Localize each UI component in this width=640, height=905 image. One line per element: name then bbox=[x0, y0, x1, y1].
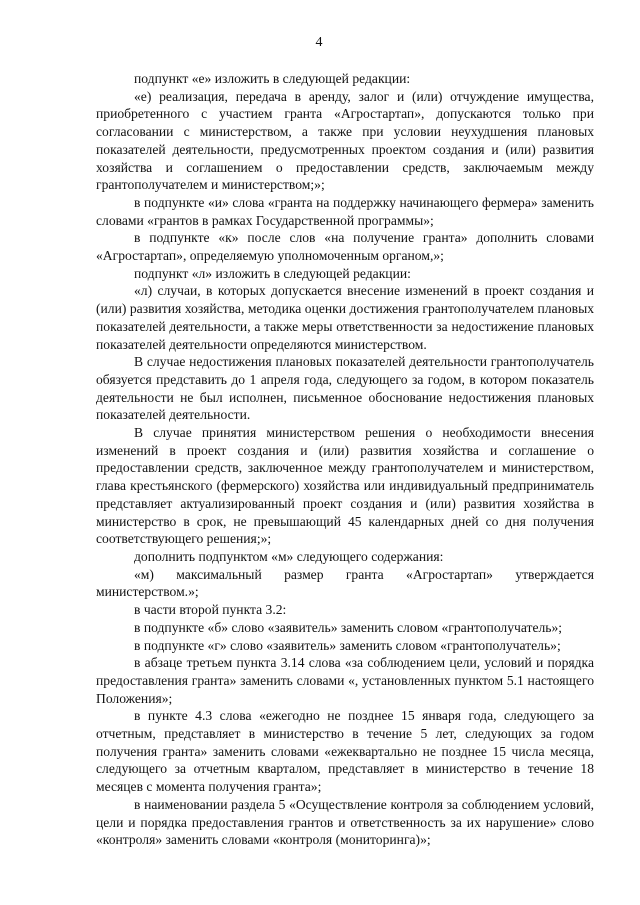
paragraph: в подпункте «б» слово «заявитель» заменить словом «грантополучатель»; bbox=[134, 619, 563, 635]
paragraph: подпункт «е» изложить в следующей редакции: bbox=[134, 71, 411, 86]
paragraph: В случае недостижения плановых показателей деятельности грантополучатель обязуется представить до 1 апреля года, следующего за годом, в котором показатель деятельности не был исполнен, письменное обоснование недостижения плановых показателей деятельности. bbox=[96, 354, 594, 423]
paragraph: «л) случаи, в которых допускается внесение изменений в проект создания и (или) развития хозяйства, методика оценки достижения грантополучателем плановых показателей деятельности, а также меры ответственности за недостижение плановых показателей деятельности определяются министерством. bbox=[96, 283, 594, 352]
paragraph: в пункте 4.3 слова «ежегодно не позднее 15 января года, следующего за отчетным, представляет в министерство в течение 5 лет, следующих за годом получения гранта» заменить словами «ежеквартально не позднее 15 числа месяца, следующего за отчетным кварталом, представляет в министерство в течение 18 месяцев с момента получения гранта»; bbox=[96, 708, 594, 795]
paragraph: в подпункте «и» слова «гранта на поддержку начинающего фермера» заменить словами «грантов в рамках Государственной программы»; bbox=[96, 194, 594, 228]
paragraph: В случае принятия министерством решения о необходимости внесения изменений в проект создания и (или) развития хозяйства и соглашение о предоставлении средств, заключенное между грантополучателем и министерством, глава крестьянского (фермерского) хозяйства или индивидуальный предприниматель представляет актуализированный проект создания и (или) развития хозяйства в министерство в срок, не превышающий 45 календарных дней со дня получения соответствующего решения;»; bbox=[96, 425, 594, 547]
paragraph: «е) реализация, передача в аренду, залог и (или) отчуждение имущества, приобретенного с участием гранта «Агростартап», допускаются только при согласовании с министерством, а также при условии неухудшения плановых показателей деятельности, предусмотренных проектом создания и (или) развития хозяйства и соглашением о предоставлении средств, заключаемым между грантополучателем и министерством;»; bbox=[96, 88, 594, 193]
paragraph: в подпункте «г» слово «заявитель» заменить словом «грантополучатель»; bbox=[134, 637, 561, 653]
paragraph: «м) максимальный размер гранта «Агростартап» утверждается министерством.»; bbox=[96, 566, 594, 600]
paragraph: в абзаце третьем пункта 3.14 слова «за соблюдением цели, условий и порядка предоставления гранта» заменить словами «, установленных пунктом 5.1 настоящего Положения»; bbox=[96, 655, 594, 706]
paragraph: в части второй пункта 3.2: bbox=[134, 602, 287, 618]
paragraph: в наименовании раздела 5 «Осуществление контроля за соблюдением условий, цели и порядка предоставления грантов и ответственность за их нарушение» слово «контроля» заменить словами «контроля (мониторинга)»; bbox=[96, 796, 594, 848]
paragraph: подпункт «л» изложить в следующей редакции: bbox=[134, 265, 411, 281]
paragraph: в подпункте «к» после слов «на получение гранта» дополнить словами «Агростартап», определяемую уполномоченным органом,»; bbox=[96, 230, 594, 264]
page-number: 4 bbox=[315, 35, 323, 50]
paragraph: дополнить подпунктом «м» следующего содержания: bbox=[134, 548, 444, 564]
